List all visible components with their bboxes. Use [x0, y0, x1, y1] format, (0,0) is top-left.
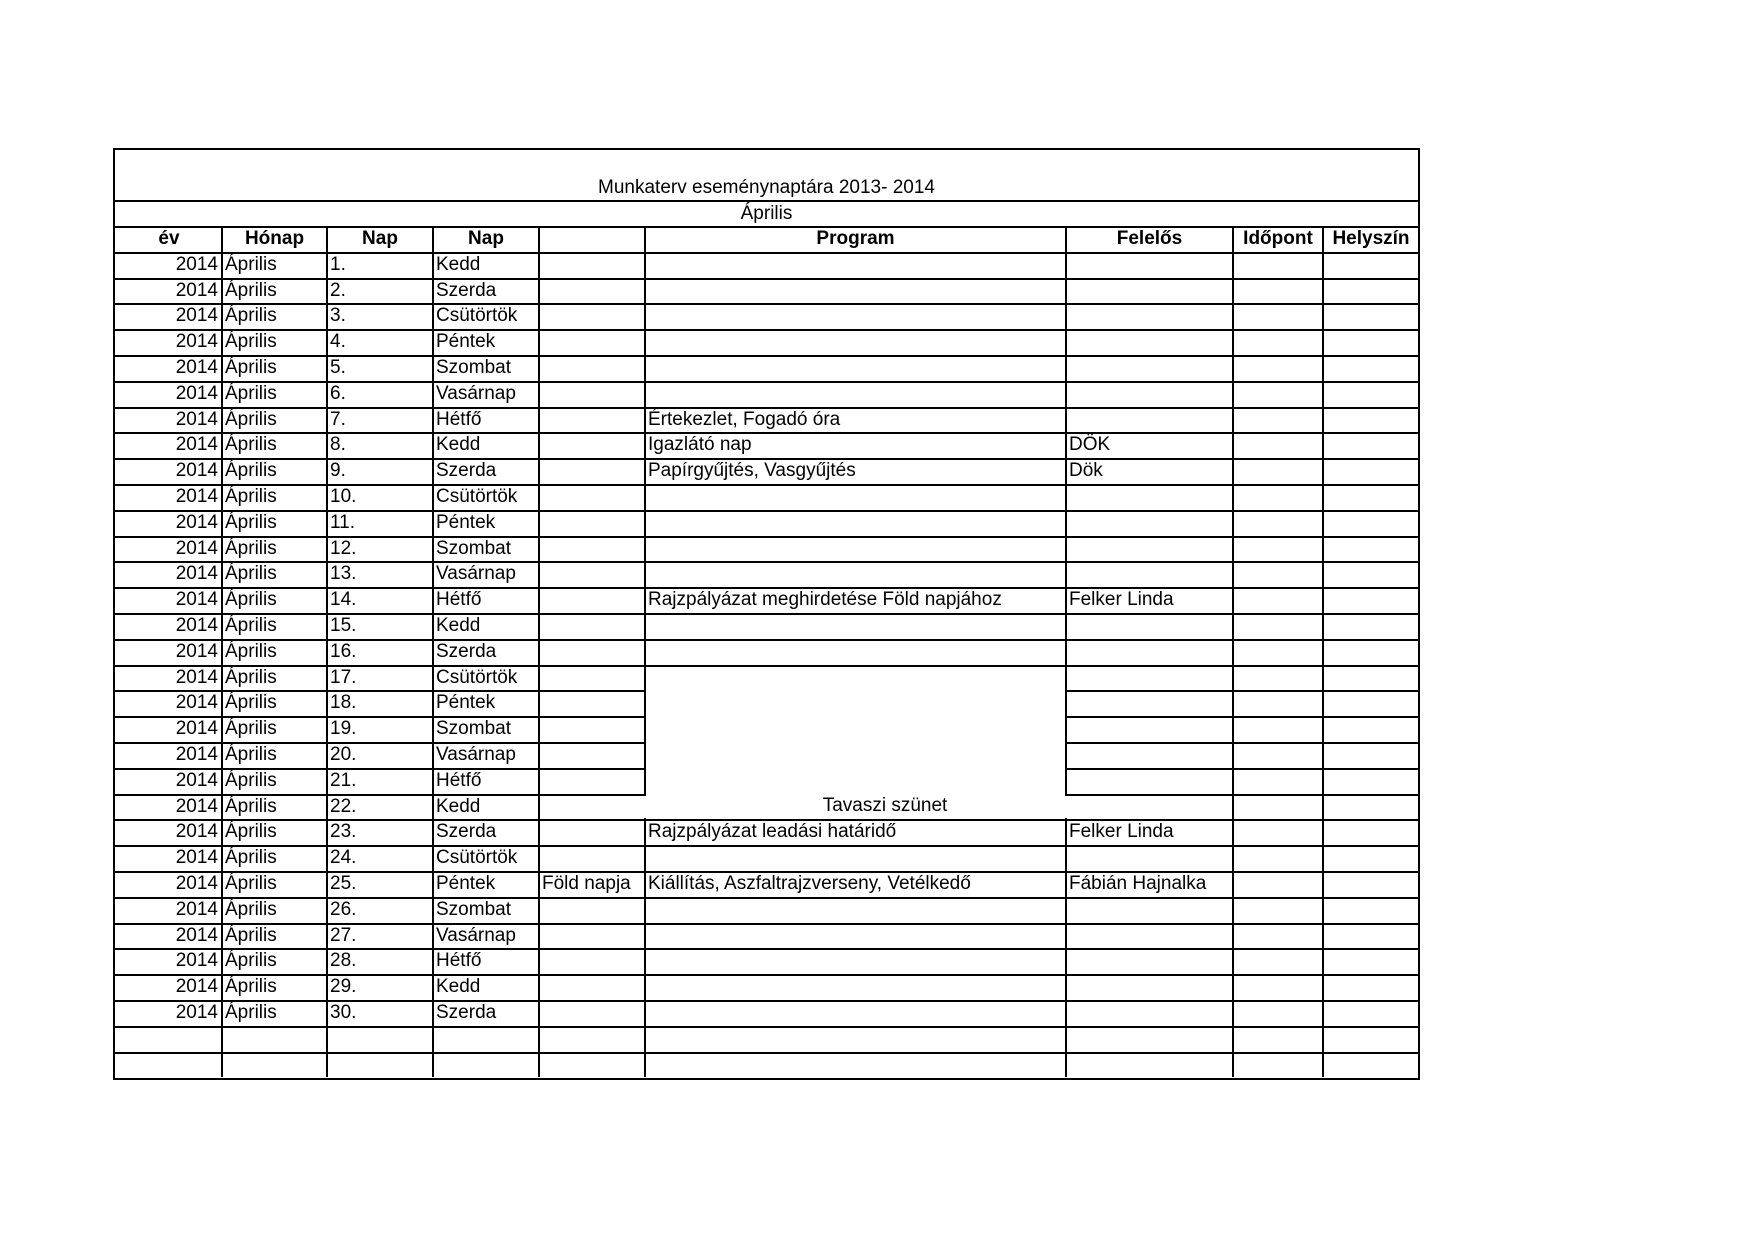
- weekday-cell: Hétfő: [436, 589, 482, 611]
- grid-line: [221, 226, 223, 1077]
- month-cell: Április: [225, 976, 277, 998]
- weekday-cell: Vasárnap: [436, 563, 516, 585]
- day-cell: 3.: [330, 305, 346, 327]
- program-cell: Rajzpályázat leadási határidő: [648, 821, 897, 843]
- event-cell: Föld napja: [542, 873, 631, 894]
- merged-cell: [646, 667, 1065, 797]
- month-cell: Április: [225, 924, 277, 946]
- program-cell: Igazlátó nap: [648, 434, 752, 456]
- month-cell: Április: [225, 898, 277, 920]
- year-cell: 2014: [175, 1002, 218, 1023]
- weekday-cell: Hétfő: [436, 950, 482, 972]
- year-cell: 2014: [175, 279, 218, 301]
- day-cell: 6.: [330, 382, 346, 404]
- grid-line: [1065, 716, 1418, 718]
- header-weekday: Nap: [468, 228, 504, 249]
- day-cell: 25.: [330, 873, 357, 894]
- weekday-cell: Szombat: [436, 718, 511, 740]
- month-cell: Április: [225, 408, 277, 430]
- weekday-cell: Kedd: [436, 253, 481, 275]
- grid-line: [1322, 226, 1324, 1077]
- weekday-cell: Kedd: [436, 615, 481, 636]
- month-cell: Április: [225, 486, 277, 507]
- grid-line: [1065, 742, 1418, 744]
- month-cell: Április: [225, 873, 277, 894]
- weekday-cell: Szombat: [436, 357, 511, 378]
- header-month: Hónap: [244, 228, 305, 249]
- year-cell: 2014: [175, 331, 218, 353]
- day-cell: 12.: [330, 537, 357, 559]
- grid-line: [432, 226, 434, 1077]
- month-cell: Április: [225, 331, 277, 353]
- month-title: Április: [740, 203, 793, 224]
- month-cell: Április: [225, 382, 277, 404]
- month-cell: Április: [225, 692, 277, 714]
- month-cell: Április: [225, 821, 277, 843]
- grid-line: [115, 1052, 1418, 1054]
- weekday-cell: Csütörtök: [436, 666, 518, 688]
- year-cell: 2014: [175, 486, 218, 507]
- responsible-cell: Dök: [1069, 460, 1103, 482]
- month-cell: Április: [225, 718, 277, 740]
- day-cell: 23.: [330, 821, 357, 843]
- weekday-cell: Vasárnap: [436, 924, 516, 946]
- year-cell: 2014: [175, 718, 218, 740]
- grid-line: [644, 226, 646, 1077]
- month-cell: Április: [225, 640, 277, 662]
- year-cell: 2014: [175, 434, 218, 456]
- year-cell: 2014: [175, 357, 218, 378]
- grid-line: [115, 200, 1418, 202]
- month-cell: Április: [225, 795, 277, 817]
- day-cell: 11.: [330, 511, 356, 533]
- weekday-cell: Hétfő: [436, 408, 482, 430]
- responsible-cell: Felker Linda: [1069, 821, 1174, 843]
- header-event: [540, 227, 644, 251]
- day-cell: 10.: [330, 486, 357, 507]
- weekday-cell: Szerda: [436, 821, 497, 843]
- year-cell: 2014: [175, 589, 218, 611]
- month-cell: Április: [225, 1002, 277, 1023]
- header-year: év: [158, 228, 180, 249]
- year-cell: 2014: [175, 924, 218, 946]
- day-cell: 7.: [330, 408, 346, 430]
- responsible-cell: Fábián Hajnalka: [1069, 873, 1207, 894]
- year-cell: 2014: [175, 950, 218, 972]
- year-cell: 2014: [175, 382, 218, 404]
- day-cell: 5.: [330, 357, 346, 378]
- weekday-cell: Vasárnap: [436, 744, 516, 765]
- month-cell: Április: [225, 279, 277, 301]
- day-cell: 2.: [330, 279, 346, 301]
- weekday-cell: Vasárnap: [436, 382, 516, 404]
- year-cell: 2014: [175, 511, 218, 533]
- year-cell: 2014: [175, 847, 218, 869]
- month-cell: Április: [225, 563, 277, 585]
- day-cell: 8.: [330, 434, 346, 456]
- day-cell: 13.: [330, 563, 357, 585]
- program-cell: Rajzpályázat meghirdetése Föld napjához: [648, 589, 1002, 611]
- day-cell: 28.: [330, 950, 357, 972]
- grid-line: [1065, 226, 1067, 1077]
- grid-line: [1065, 768, 1418, 770]
- month-cell: Április: [225, 589, 277, 611]
- month-cell: Április: [225, 460, 277, 482]
- month-cell: Április: [225, 769, 277, 791]
- month-cell: Április: [225, 537, 277, 559]
- grid-line: [115, 1026, 1418, 1028]
- grid-line: [326, 226, 328, 1077]
- day-cell: 30.: [330, 1002, 357, 1023]
- month-cell: Április: [225, 666, 277, 688]
- weekday-cell: Csütörtök: [436, 847, 518, 869]
- year-cell: 2014: [175, 898, 218, 920]
- month-cell: Április: [225, 847, 277, 869]
- year-cell: 2014: [175, 692, 218, 714]
- month-cell: Április: [225, 357, 277, 378]
- weekday-cell: Csütörtök: [436, 305, 518, 327]
- header-day: Nap: [362, 228, 398, 249]
- weekday-cell: Péntek: [436, 331, 496, 353]
- header-responsible: Felelős: [1116, 228, 1183, 249]
- month-cell: Április: [225, 744, 277, 765]
- year-cell: 2014: [175, 795, 218, 817]
- day-cell: 16.: [330, 640, 357, 662]
- weekday-cell: Péntek: [436, 511, 496, 533]
- weekday-cell: Szerda: [436, 640, 497, 662]
- responsible-cell: DÖK: [1069, 434, 1111, 456]
- day-cell: 22.: [330, 795, 357, 817]
- day-cell: 21.: [330, 769, 357, 791]
- month-cell: Április: [225, 950, 277, 972]
- weekday-cell: Szerda: [436, 460, 497, 482]
- header-program: Program: [816, 228, 895, 249]
- year-cell: 2014: [175, 253, 218, 275]
- grid-line: [538, 226, 540, 1077]
- header-time: Időpont: [1243, 228, 1313, 249]
- weekday-cell: Péntek: [436, 692, 496, 714]
- calendar-title: Munkaterv eseménynaptára 2013- 2014: [598, 177, 935, 198]
- day-cell: 29.: [330, 976, 357, 998]
- year-cell: 2014: [175, 744, 218, 765]
- year-cell: 2014: [175, 563, 218, 585]
- month-cell: Április: [225, 305, 277, 327]
- day-cell: 15.: [330, 615, 357, 636]
- header-place: Helyszín: [1332, 228, 1410, 249]
- day-cell: 24.: [330, 847, 357, 869]
- spring-break-label: Tavaszi szünet: [822, 794, 948, 816]
- year-cell: 2014: [175, 640, 218, 662]
- year-cell: 2014: [175, 769, 218, 791]
- day-cell: 1.: [330, 253, 346, 275]
- year-cell: 2014: [175, 976, 218, 998]
- event-calendar-sheet: [113, 148, 1420, 1080]
- day-cell: 4.: [330, 331, 346, 353]
- weekday-cell: Csütörtök: [436, 486, 518, 507]
- day-cell: 9.: [330, 460, 346, 482]
- year-cell: 2014: [175, 666, 218, 688]
- month-cell: Április: [225, 615, 277, 636]
- month-cell: Április: [225, 253, 277, 275]
- program-cell: Papírgyűjtés, Vasgyűjtés: [648, 460, 856, 482]
- weekday-cell: Péntek: [436, 873, 496, 894]
- day-cell: 26.: [330, 898, 357, 920]
- day-cell: 27.: [330, 924, 357, 946]
- year-cell: 2014: [175, 460, 218, 482]
- month-cell: Április: [225, 434, 277, 456]
- responsible-cell: Felker Linda: [1069, 589, 1174, 611]
- weekday-cell: Kedd: [436, 434, 481, 456]
- weekday-cell: Hétfő: [436, 769, 482, 791]
- weekday-cell: Szerda: [436, 1002, 497, 1023]
- year-cell: 2014: [175, 615, 218, 636]
- program-cell: Értekezlet, Fogadó óra: [648, 408, 841, 430]
- day-cell: 19.: [330, 718, 357, 740]
- month-cell: Április: [225, 511, 277, 533]
- day-cell: 20.: [330, 744, 357, 765]
- day-cell: 17.: [330, 666, 357, 688]
- weekday-cell: Szombat: [436, 537, 511, 559]
- program-cell: Kiállítás, Aszfaltrajzverseny, Vetélkedő: [648, 873, 971, 894]
- year-cell: 2014: [175, 408, 218, 430]
- weekday-cell: Kedd: [436, 976, 481, 998]
- year-cell: 2014: [175, 873, 218, 894]
- grid-line: [1065, 690, 1418, 692]
- day-cell: 14.: [330, 589, 357, 611]
- year-cell: 2014: [175, 305, 218, 327]
- day-cell: 18.: [330, 692, 357, 714]
- weekday-cell: Kedd: [436, 795, 481, 817]
- year-cell: 2014: [175, 537, 218, 559]
- weekday-cell: Szombat: [436, 898, 511, 920]
- grid-line: [1232, 226, 1234, 1077]
- weekday-cell: Szerda: [436, 279, 497, 301]
- year-cell: 2014: [175, 821, 218, 843]
